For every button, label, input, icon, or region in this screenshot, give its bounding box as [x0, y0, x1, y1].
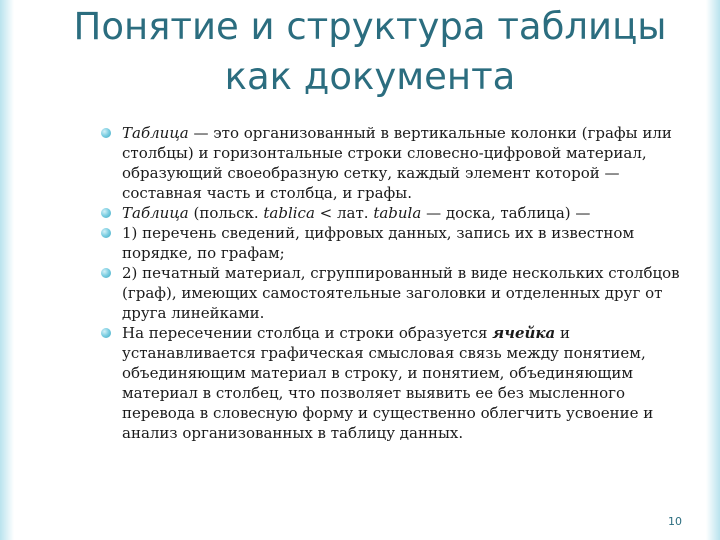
term-tabula: tabula — [373, 204, 422, 222]
slide-right-edge-decoration — [706, 0, 720, 540]
list-item-cell — [100, 323, 682, 443]
term-cell: ячейка — [492, 324, 556, 342]
slide-title — [60, 2, 680, 102]
list-item-etymology — [100, 203, 682, 223]
round-bullet-icon — [101, 228, 111, 238]
etymology-text: < лат. — [314, 204, 374, 222]
meaning-2-text: 2) печатный материал, сгруппированный в виде нескольких столбцов (граф), имеющих самостоятельные заголовки и отделенных друг от друга линейками. — [122, 264, 680, 322]
definition-text: — это организованный в вертикальные колонки (графы или столбцы) и горизонтальные строки словесно-цифровой материал, образующий своеобразную сетку, каждый элемент которой — составная часть и столбца, и графы. — [122, 124, 672, 202]
round-bullet-icon — [101, 128, 111, 138]
slide-title-line-1: Понятие и структура таблицы — [73, 5, 667, 48]
bullet-list — [100, 123, 682, 443]
etymology-text: — доска, таблица) — — [421, 204, 591, 222]
cell-text: и устанавливается графическая смысловая связь между понятием, объединяющим материал в строку, и понятием, объединяющим материал в столбец, что позволяет выявить ее без мысленного перевода в словесную форму и существенно облегчить усвоение и анализ организованных в таблицу данных. — [122, 324, 654, 442]
meaning-1-text: 1) перечень сведений, цифровых данных, запись их в известном порядке, по графам; — [122, 224, 635, 262]
page-number: 10 — [668, 515, 682, 528]
etymology-text: (польск. — [188, 204, 264, 222]
slide-title-line-2: как документа — [224, 55, 516, 98]
slide-left-edge-decoration — [0, 0, 14, 540]
cell-text: На пересечении столбца и строки образуется — [122, 324, 493, 342]
list-item-definition — [100, 123, 682, 203]
list-item-meaning-1 — [100, 223, 682, 263]
round-bullet-icon — [101, 208, 111, 218]
term-table: Таблица — [122, 124, 189, 142]
round-bullet-icon — [101, 328, 111, 338]
list-item-meaning-2 — [100, 263, 682, 323]
term-table: Таблица — [122, 204, 189, 222]
round-bullet-icon — [101, 268, 111, 278]
term-tablica: tablica — [263, 204, 315, 222]
